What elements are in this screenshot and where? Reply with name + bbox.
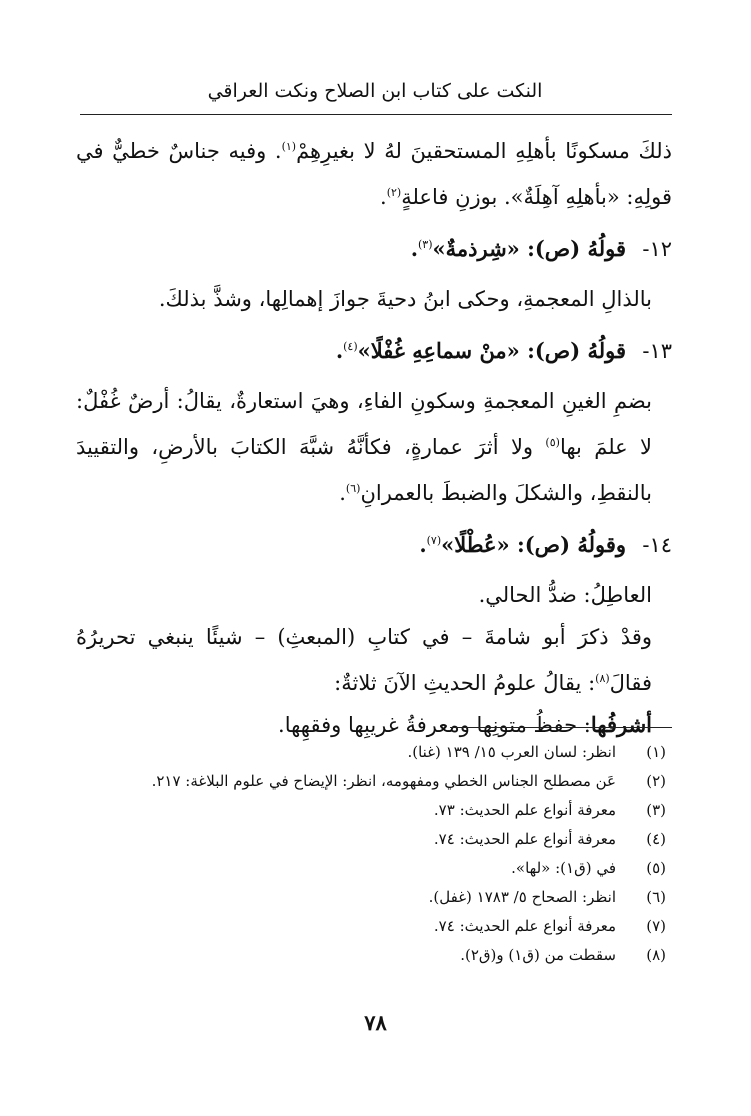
section-number: ١٣- (642, 339, 672, 363)
footnote-ref: (٥) (545, 436, 560, 449)
footnote-ref: (٢) (386, 186, 402, 199)
footnote-ref: (٣) (418, 238, 433, 251)
section-number: ١٤- (642, 533, 672, 557)
footnote: (١) انظر: لسان العرب ١٥/ ١٣٩ (غنا). (407, 743, 666, 761)
main-text (76, 126, 672, 746)
footnote: (٣) معرفة أنواع علم الحديث: ٧٣. (433, 801, 666, 819)
section-heading-12: ١٢- قولُهُ (ص): «شِرذمةٌ»$^{(٣)}$. (76, 224, 672, 270)
footnote-ref: (١) (281, 140, 297, 153)
footnote: (٨) سقطت من (ق١) و(ق٢). (460, 946, 666, 964)
section-14-paragraph-3: أشرفُها: حفظُ متونِها ومعرفةُ غريبِها وفقهِها. (278, 712, 652, 737)
section-14-paragraph-1: العاطِلُ: ضدُّ الحالي. (478, 583, 652, 607)
footnote: (٤) معرفة أنواع علم الحديث: ٧٤. (433, 830, 666, 848)
footnote-ref: (٤) (343, 340, 358, 353)
section-14-paragraph-2: وقدْ ذكرَ أبو شامةَ – في كتابِ (المبعثِ) – شيئًا ينبغي تحريرُهُ فقالَ$^{(٨)}$: يقالُ علومُ الحديثِ الآنَ ثلاثةٌ: (76, 625, 652, 695)
section-12-paragraph: بالذالِ المعجمةِ، وحكى ابنُ دحيةَ جوازَ إهمالِها، وشذَّ بذلكَ. (158, 287, 652, 311)
section-heading-14: ١٤- وقولُهُ (ص): «عُطْلًا»$^{(٧)}$. (76, 520, 672, 566)
intro-paragraph: ذلكَ مسكونًا بأهلِهِ المستحقينَ لهُ لا بغيرِهِمْ$^{(١)}$. وفيه جناسٌ خطيٌّ في قولِهِ: «بأهلِهِ آهِلَةٌ». بوزنِ فاعلةٍ$^{(٢)}$. (76, 139, 672, 209)
header-divider (80, 114, 672, 115)
section-number: ١٢- (642, 237, 672, 261)
running-header: النكت على كتاب ابن الصلاح ونكت العراقي (207, 80, 543, 102)
footnote: (٢) عَن مصطلح الجناس الخطي ومفهومه، انظر: الإيضاح في علوم البلاغة: ٢١٧. (151, 772, 666, 790)
footnote: (٧) معرفة أنواع علم الحديث: ٧٤. (433, 917, 666, 935)
footnote-ref: (٦) (345, 482, 361, 495)
footnotes (100, 738, 672, 970)
section-heading-13: ١٣- قولُهُ (ص): «منْ سماعِهِ غُفْلًا»$^{(٤)}$. (76, 326, 672, 372)
page-number: ٧٨ (364, 1010, 387, 1035)
footnote-ref: (٨) (595, 672, 610, 685)
section-13-paragraph: بضمِ الغينِ المعجمةِ وسكونِ الفاءِ، وهيَ استعارةٌ، يقالُ: أرضٌ غُفْلٌ: لا علمَ بها$^{(٥)}$ ولا أثرَ عمارةٍ، فكأنَّهُ شبَّهَ الكتابَ بالأرضِ، والتقييدَ بالنقطِ، والشكلَ والضبطَ بالعمرانِ$^{(٦)}$. (76, 389, 652, 505)
footnote-divider (450, 727, 672, 728)
footnote: (٦) انظر: الصحاح ٥/ ١٧٨٣ (غفل). (428, 888, 666, 906)
footnote: (٥) في (ق١): «لها». (511, 859, 666, 877)
footnote-ref: (٧) (426, 534, 442, 547)
